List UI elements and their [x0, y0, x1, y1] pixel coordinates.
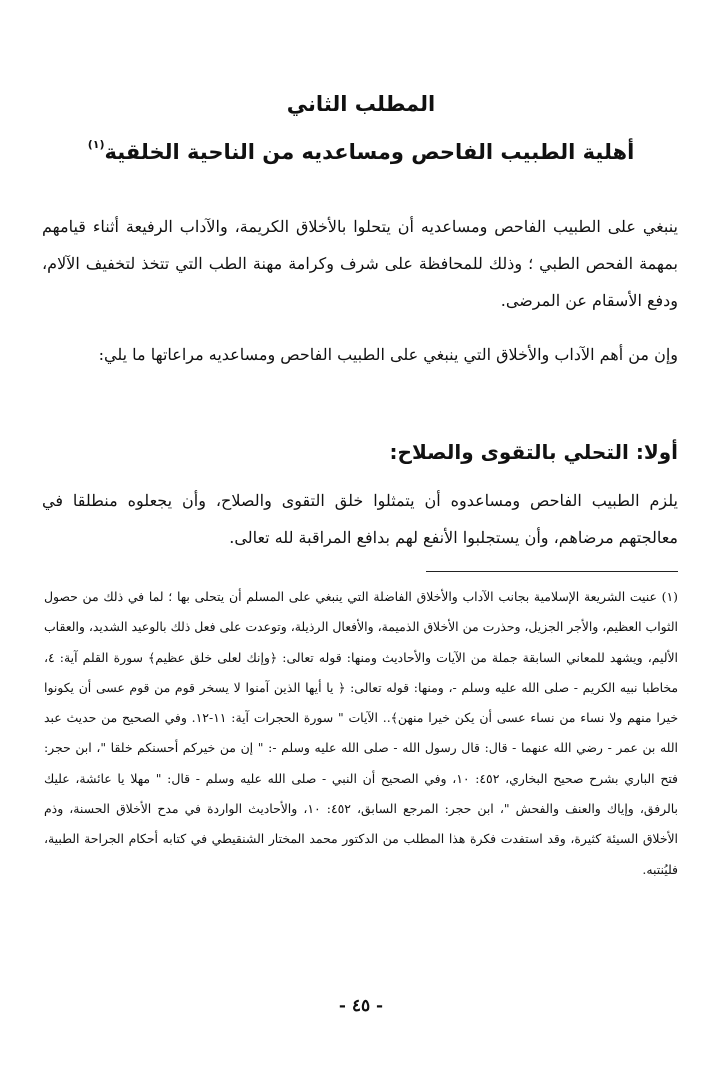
- page-number: - ٤٥ -: [338, 996, 384, 1016]
- section-heading: أولا: التحلي بالتقوى والصلاح:: [389, 440, 678, 464]
- subtitle-text: أهلية الطبيب الفاحص ومساعديه من الناحية الخلقية: [104, 140, 635, 164]
- body-paragraph: وإن من أهم الآداب والأخلاق التي ينبغي على الطبيب الفاحص ومساعديه مراعاتها ما يلي:: [98, 345, 678, 364]
- footnote-divider: [426, 571, 678, 572]
- footnote-marker: (١): [87, 138, 105, 151]
- section-subtitle: [0, 140, 722, 164]
- page-title: المطلب الثاني: [286, 92, 436, 116]
- body-paragraph: ينبغي على الطبيب الفاحص ومساعديه أن يتحلوا بالأخلاق الكريمة، والآداب الرفيعة أثناء قيامهم بمهمة الفحص الطبي ؛ وذلك للمحافظة على شرف وكرامة مهنة الطب التي تتخذ لتخفيف الآلام، ودفع الأسقام عن المرضى.: [42, 217, 678, 310]
- footnote-text: (١) عنيت الشريعة الإسلامية بجانب الآداب والأخلاق الفاضلة التي ينبغي على المسلم أن يتحلى بها ؛ لما في ذلك من حصول الثواب العظيم، والأجر الجزيل، وحذرت من الأخلاق الذميمة، والأفعال الرذيلة، وتوعدت على فعل ذلك بالوعيد الشديد، والعقاب الأليم، ويشهد للمعاني السابقة جملة من الآيات والأحاديث ومنها: قوله تعالى: ﴿وإنك لعلى خلق عظيم﴾ سورة القلم آية: ٤، مخاطبا نبيه الكريم - صلى الله عليه وسلم -، ومنها: قوله تعالى: ﴿ يا أيها الذين آمنوا لا يسخر قوم من قوم عسى أن يكونوا خيرا منهم ولا نساء من نساء عسى أن يكن خيرا منهن﴾.. الآيات " سورة الحجرات آية: ١١-١٢. وفي الصحيح من حديث عبد الله بن عمر - رضي الله عنهما - قال: قال رسول الله - صلى الله عليه وسلم -: " إن من خيركم أحسنكم خلقا "، ابن حجر: فتح الباري بشرح صحيح البخاري، ٤٥٢: ١٠، وفي الصحيح أن النبي - صلى الله عليه وسلم - قال: " مهلا يا عائشة، عليك بالرفق، وإياك والعنف والفحش "، ابن حجر: المرجع السابق، ٤٥٢: ١٠، والأحاديث الواردة في مدح الأخلاق الحسنة، وذم الأخلاق السيئة كثيرة، وقد استفدت فكرة هذا المطلب من الدكتور محمد المختار الشنقيطي في كتابه أحكام الجراحة الطبية، فليُنتبه.: [44, 589, 678, 877]
- body-paragraph: يلزم الطبيب الفاحص ومساعدوه أن يتمثلوا خلق التقوى والصلاح، وأن يجعلوه منطلقا في معالجتهم مرضاهم، وأن يستجلبوا الأنفع لهم بدافع المراقبة لله تعالى.: [42, 491, 678, 547]
